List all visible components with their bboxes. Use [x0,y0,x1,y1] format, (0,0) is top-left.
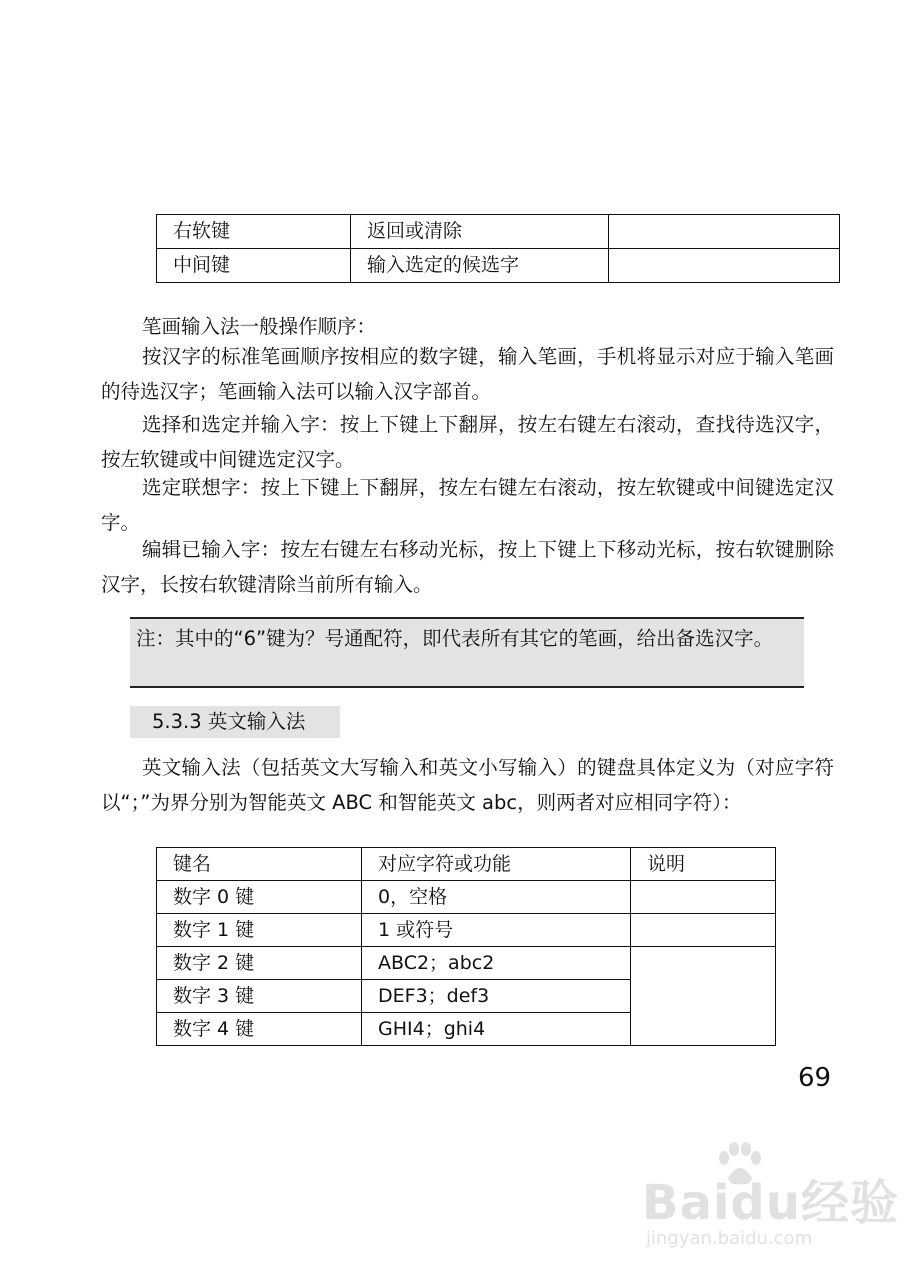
table-cell: 1 或符号 [362,914,631,947]
table-cell-note [631,881,776,914]
table-row [157,249,840,283]
table-header-row [157,848,776,881]
watermark-url: jingyan.baidu.com [646,1228,813,1249]
table-row [157,914,776,947]
table-cell: 数字 2 键 [157,947,362,980]
key-function-table-top [156,214,840,283]
table-header-cell: 说明 [631,848,776,881]
english-key-table [156,847,776,1046]
table-cell: GHI4；ghi4 [362,1013,631,1046]
table-cell: ABC2；abc2 [362,947,631,980]
table-cell-note [631,914,776,947]
table-cell: 0，空格 [362,881,631,914]
table-cell: 中间键 [157,249,351,283]
table-header-cell: 键名 [157,848,362,881]
page-number: 69 [798,1063,832,1093]
paragraph-english-input-intro: 英文输入法（包括英文大写输入和英文小写输入）的键盘具体定义为（对应字符以“；”为界分别为智能英文 ABC 和智能英文 abc，则两者对应相同字符）： [101,756,834,814]
table-cell-note-merged [631,947,776,1046]
paragraph-edit-input: 编辑已输入字：按左右键左右移动光标，按上下键上下移动光标，按右软键删除汉字，长按右软键清除当前所有输入。 [101,538,834,596]
table-cell: 数字 0 键 [157,881,362,914]
table-cell [609,215,840,249]
table-cell: 输入选定的候选字 [351,249,609,283]
table-row [157,881,776,914]
watermark-logo: Baidu经验 [642,1175,899,1231]
table-cell: DEF3；def3 [362,980,631,1013]
table-cell [609,249,840,283]
paragraph-stroke-input: 按汉字的标准笔画顺序按相应的数字键，输入笔画，手机将显示对应于输入笔画的待选汉字；笔画输入法可以输入汉字部首。 [101,345,834,403]
section-heading: 5.3.3 英文输入法 [130,706,340,738]
table-cell: 数字 3 键 [157,980,362,1013]
note-box [130,617,804,688]
table-row [157,215,840,249]
table-cell: 数字 4 键 [157,1013,362,1046]
paragraph-stroke-input-order: 笔画输入法一般操作顺序： [142,315,377,338]
note-text: 注：其中的“6”键为？号通配符，即代表所有其它的笔画，给出备选汉字。 [136,627,774,650]
paragraph-associated-word: 选定联想字：按上下键上下翻屏，按左右键左右滚动，按左软键或中间键选定汉字。 [101,476,834,534]
table-row [157,947,776,980]
paragraph-select-input: 选择和选定并输入字：按上下键上下翻屏，按左右键左右滚动，查找待选汉字，按左软键或中间键选定汉字。 [101,413,834,471]
baidu-watermark [636,1138,899,1258]
table-cell: 数字 1 键 [157,914,362,947]
table-cell: 右软键 [157,215,351,249]
table-cell: 返回或清除 [351,215,609,249]
table-header-cell: 对应字符或功能 [362,848,631,881]
